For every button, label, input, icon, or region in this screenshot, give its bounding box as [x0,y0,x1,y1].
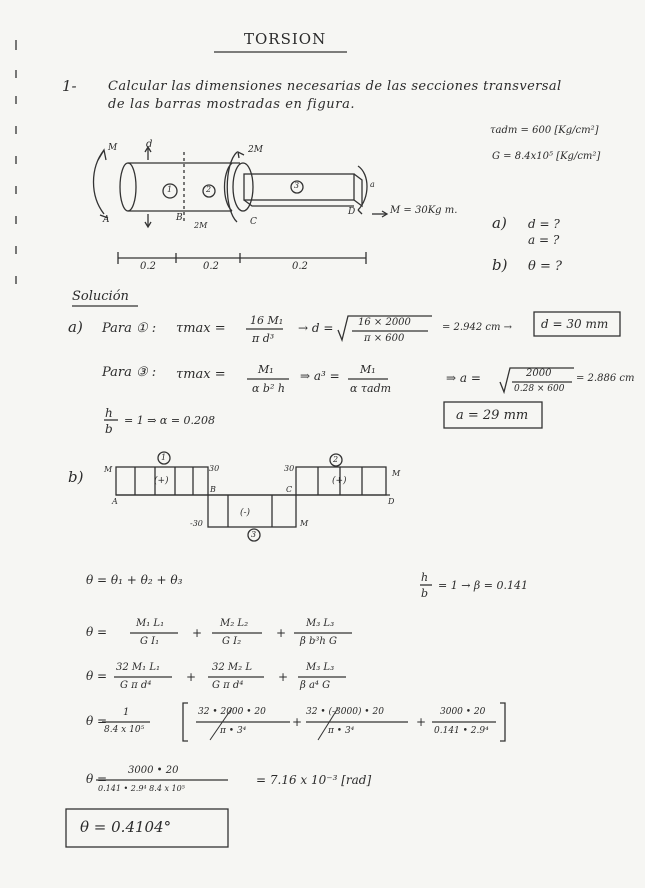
ask-b-label: b) [492,256,508,274]
ask-a-label: a) [492,214,507,232]
para1-label: Para ① : [102,321,157,336]
eq2-t1n: M₁ L₁ [136,618,165,629]
ask-d: d = ? [528,217,560,231]
eq3-t1d: G π d⁴ [120,680,152,691]
fig-label-A: A [103,215,110,225]
fig-label-2M-bottom: 2M [194,221,208,230]
fig-seg-1: 1 [167,185,173,194]
eq3-lhs: θ = [86,669,108,683]
a-box: a = 29 mm [456,408,529,423]
eq4-t1n: 32 • 2000 • 20 [198,707,266,717]
eq4-t3n: 3000 • 20 [440,707,486,717]
problem-line-1: Calcular las dimensiones necesarias de las secciones transversal [108,79,562,94]
eq5-lhs: θ = [86,772,108,786]
problem-number: 1- [62,77,77,95]
eq4-lhs: θ = [86,714,108,728]
eq3-plus1: + [186,670,197,684]
diag-n3: 3 [251,530,257,539]
hb2-rest: = 1 → β = 0.141 [438,579,528,592]
eq4-plus1: + [292,715,303,729]
para1-num: 16 M₁ [250,314,284,327]
fig-label-a: a [370,180,375,189]
para3-mid: ⇒ a³ = [300,369,340,383]
para3-tau: τmax = [176,367,226,382]
para1-box: d = 30 mm [541,317,609,331]
hb-rest: = 1 ⇒ α = 0.208 [124,414,216,427]
ask-a: a = ? [528,233,560,247]
hb-den: b [105,422,113,436]
fig-label-C: C [250,217,257,227]
eq2-t3n: M₃ L₃ [306,618,335,629]
given-tau: τadm = 600 [Kg/cm²] [490,125,599,136]
para1-root-den: π × 600 [364,333,405,344]
eq1: θ = θ₁ + θ₂ + θ₃ [86,573,183,587]
fig-label-D: D [348,207,356,217]
fig-label-M: M [108,143,118,153]
dim-2: 0.2 [203,261,219,272]
eq3-plus2: + [278,670,289,684]
eq2-lhs: θ = [86,625,108,639]
dim-1: 0.2 [140,261,156,272]
para3-root-den: 0.28 × 600 [514,384,565,394]
given-G: G = 8.4x10⁵ [Kg/cm²] [492,151,601,162]
eq3-t1n: 32 M₁ L₁ [116,662,160,673]
eq4-t2n: 32 • (-3000) • 20 [306,707,384,717]
page-title: TORSION [244,30,327,48]
diag-B: B [210,485,216,494]
diag-A: A [112,497,118,506]
diag-v30b: 30 [284,464,295,473]
eq5-num: 3000 • 20 [128,765,179,776]
eq2-t1d: G I₁ [140,636,160,647]
fig-seg-3: 3 [294,181,300,190]
diag-M-right: M [392,469,401,478]
para1-d: → d = [298,321,334,335]
final-answer: θ = 0.4104° [80,818,172,836]
solution-b-label: b) [68,468,84,486]
eq3-t2n: 32 M₂ L [212,662,252,673]
hb2-num: h [421,571,429,584]
eq4-t2d: π • 3⁴ [328,726,355,736]
diag-minus: (-) [240,508,251,518]
diag-D: D [388,497,395,506]
eq5-result: = 7.16 x 10⁻³ [rad] [256,773,372,787]
eq4-t1d: π • 3⁴ [220,726,247,736]
dim-3: 0.2 [292,261,308,272]
para3-result: = 2.886 cm [576,373,635,384]
eq2-t3d: β b³h G [300,636,337,647]
para1-den: π d³ [252,332,275,345]
eq4-plus2: + [416,715,427,729]
eq2-t2n: M₂ L₂ [220,618,249,629]
fig-label-2M-top: 2M [248,145,263,155]
solution-heading: Solución [72,289,129,304]
para3-root-num: 2000 [526,368,552,379]
para3-den2: α τadm [350,382,392,395]
para3-num2: M₁ [360,363,376,376]
eq4-fd: 8.4 x 10⁵ [104,725,145,735]
fig-label-B: B [176,213,183,223]
eq3-t2d: G π d⁴ [212,680,244,691]
diag-C: C [286,485,293,494]
diag-M-left: M [104,465,113,474]
fig-label-d: d [146,139,153,150]
para3-den: α b² h [252,382,285,395]
para1-root-num: 16 × 2000 [358,317,411,328]
para3-label: Para ③ : [102,365,157,380]
diag-plus2: (+) [332,476,347,486]
diag-v30a: 30 [209,464,220,473]
diag-n2: 2 [333,455,339,464]
hb2-den: b [421,587,429,600]
eq2-plus2: + [276,626,287,640]
eq3-t3n: M₃ L₃ [306,662,335,673]
fig-moment-D: M = 30Kg m. [390,205,458,216]
eq5-den: 0.141 • 2.9⁴ 8.4 x 10⁵ [98,784,185,793]
eq2-plus1: + [192,626,203,640]
eq4-t3d: 0.141 • 2.9⁴ [434,726,489,736]
eq2-t2d: G I₂ [222,636,242,647]
hb-num: h [105,406,113,420]
eq3-t3d: β a⁴ G [300,680,331,691]
diag-v-neg: -30 [190,519,203,528]
eq4-fn: 1 [123,707,130,718]
fig-seg-2: 2 [206,185,212,194]
diag-M-low: M [300,519,309,528]
ask-theta: θ = ? [528,259,562,274]
diag-n1: 1 [161,453,167,462]
solution-a-label: a) [68,318,83,336]
diag-plus1: (+) [154,476,169,486]
para1-tau: τmax = [176,321,226,336]
para3-num: M₁ [258,363,274,376]
problem-line-2: de las barras mostradas en figura. [108,97,356,112]
para1-result: = 2.942 cm → [442,322,513,333]
para3-arrow: ⇒ a = [446,371,481,385]
